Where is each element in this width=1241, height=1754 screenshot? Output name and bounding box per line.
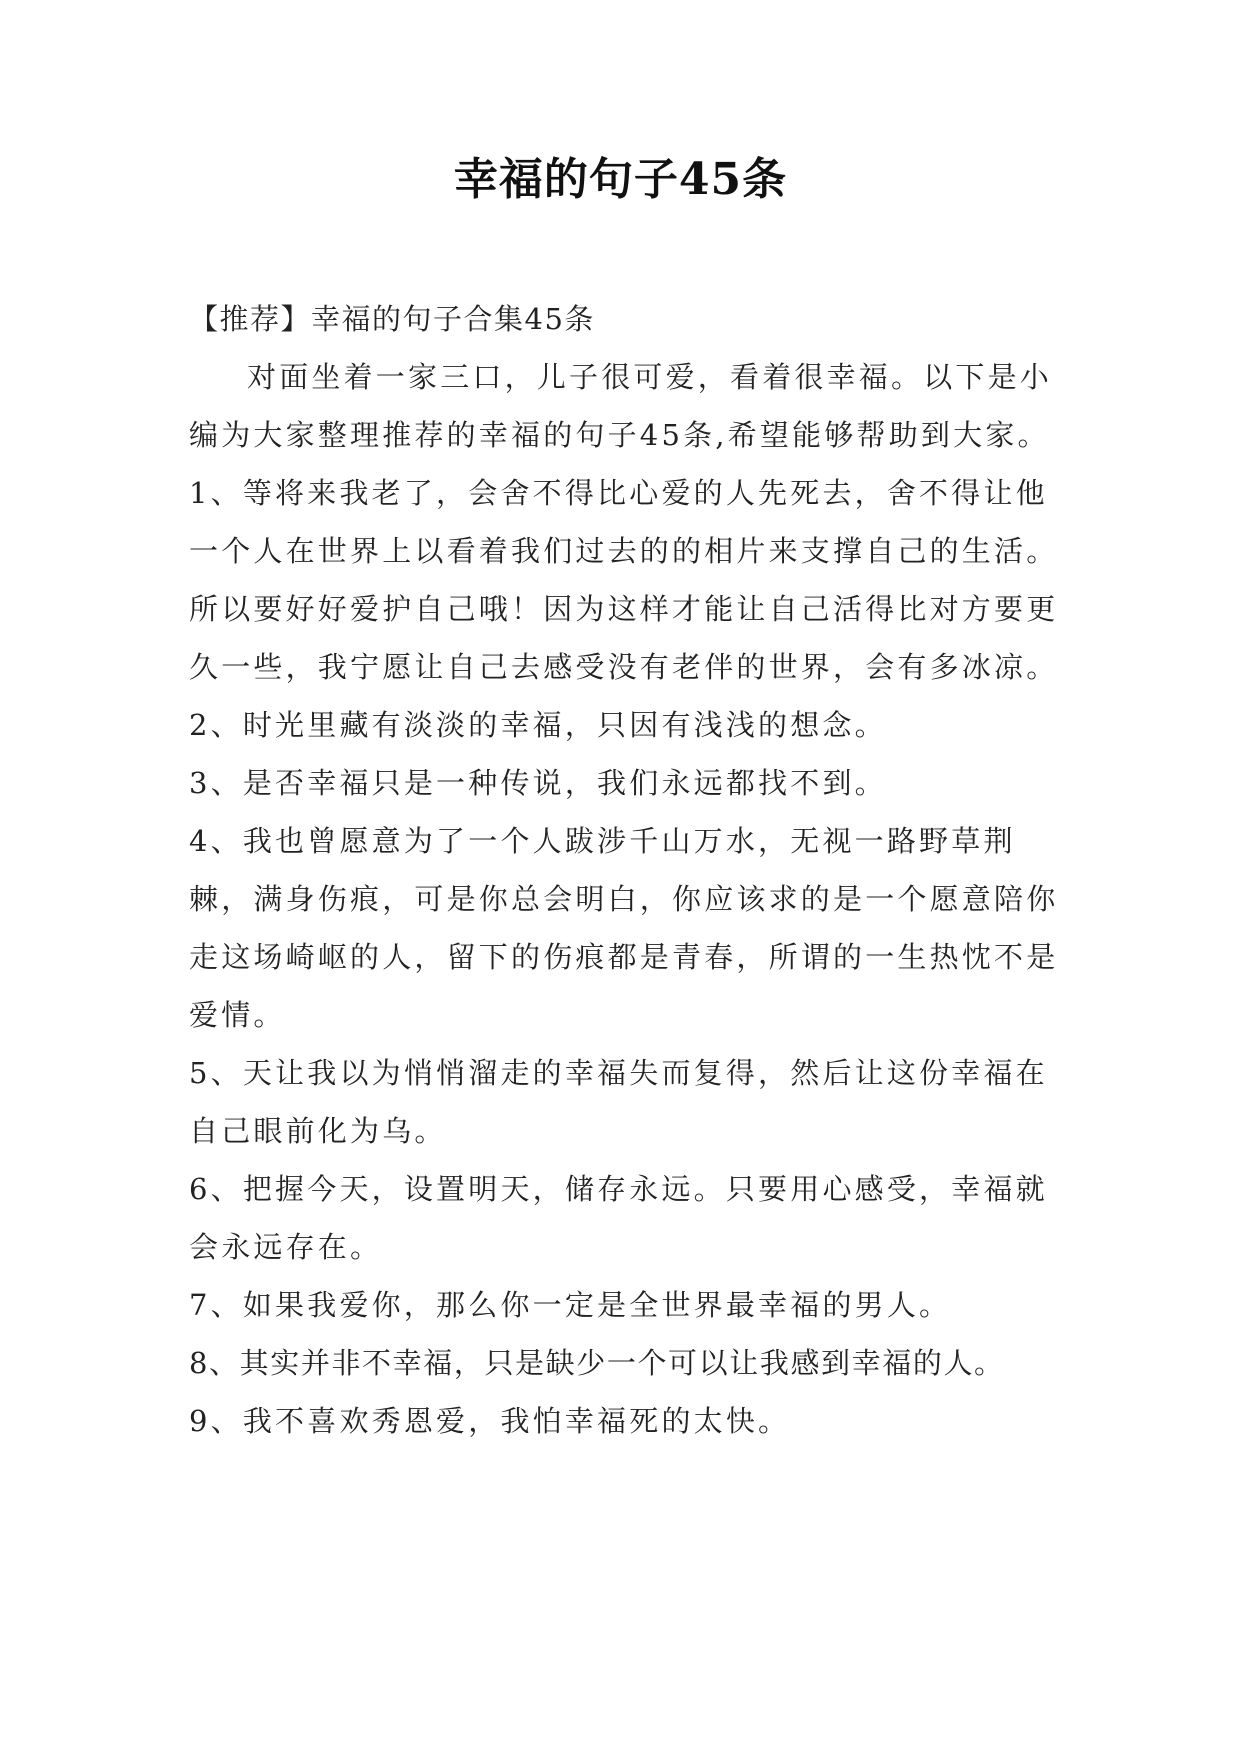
sentence-item: 9、我不喜欢秀恩爱，我怕幸福死的太快。 [189, 1404, 791, 1438]
sentence-item: 4、我也曾愿意为了一个人跋涉千山万水，无视一路野草荆棘，满身伤痕，可是你总会明白，你应该求的是一个愿意陪你走这场崎岖的人，留下的伤痕都是青春，所谓的一生热忱不是爱情。 [189, 824, 1059, 1032]
intro-paragraph: 对面坐着一家三口，儿子很可爱，看着很幸福。以下是小编为大家整理推荐的幸福的句子45条,希望能够帮助到大家。 [189, 360, 1053, 452]
document-title: 幸福的句子45条 [453, 154, 788, 205]
sentence-item: 5、天让我以为悄悄溜走的幸福失而复得，然后让这份幸福在自己眼前化为乌。 [189, 1056, 1048, 1148]
sentence-item: 1、等将来我老了，会舍不得比心爱的人先死去，舍不得让他一个人在世界上以看着我们过去的的相片来支撑自己的生活。所以要好好爱护自己哦！因为这样才能让自己活得比对方要更久一些，我宁愿让自己去感受没有老伴的世界，会有多冰凉。 [189, 476, 1059, 684]
document-subtitle: 【推荐】幸福的句子合集45条 [189, 302, 595, 336]
sentence-item: 7、如果我爱你，那么你一定是全世界最幸福的男人。 [189, 1288, 952, 1322]
sentence-item: 3、是否幸福只是一种传说，我们永远都找不到。 [189, 766, 887, 800]
sentence-item: 2、时光里藏有淡淡的幸福，只因有浅浅的想念。 [189, 708, 887, 742]
document-body [189, 290, 1059, 1450]
sentence-item: 6、把握今天，设置明天，储存永远。只要用心感受，幸福就会永远存在。 [189, 1172, 1048, 1264]
sentence-item: 8、其实并非不幸福，只是缺少一个可以让我感到幸福的人。 [189, 1346, 1005, 1380]
